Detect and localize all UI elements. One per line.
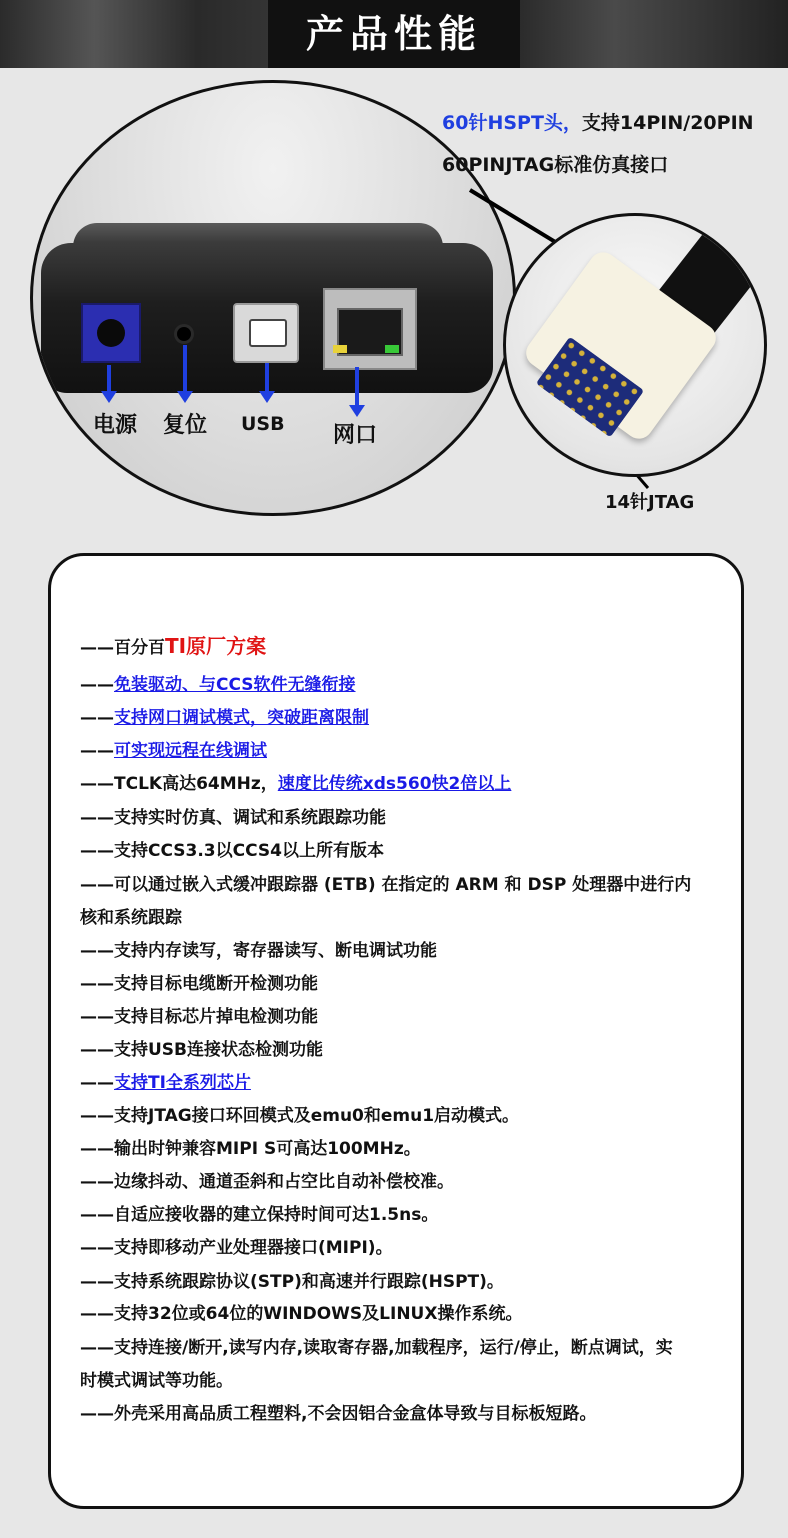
reset-label: 复位 <box>163 413 208 438</box>
feature-item <box>80 1002 318 1027</box>
feature-text: ——可以通过嵌入式缓冲跟踪器 (ETB) 在指定的 ARM 和 DSP 处理器中进行内 <box>80 875 692 895</box>
feature-item <box>80 903 182 928</box>
feature-link[interactable]: 支持TI全系列芯片 <box>114 1073 251 1093</box>
feature-text: ——支持系统跟踪协议(STP)和高速并行跟踪(HSPT)。 <box>80 1272 504 1292</box>
feature-item <box>80 936 437 961</box>
feature-item <box>80 1267 504 1292</box>
feature-item <box>80 803 386 828</box>
led-yellow <box>333 345 347 353</box>
led-green <box>385 345 399 353</box>
feature-link[interactable]: 支持网口调试模式，突破距离限制 <box>114 708 369 728</box>
feature-text: ——支持即移动产业处理器接口(MIPI)。 <box>80 1238 393 1258</box>
feature-item <box>80 1101 519 1126</box>
jtag-label: 14针JTAG <box>605 492 695 513</box>
feature-text: —— <box>80 675 114 695</box>
feature-text: ——TCLK高达64MHz， <box>80 774 278 794</box>
feature-item <box>80 870 691 895</box>
feature-link[interactable]: 免装驱动、与CCS软件无缝衔接 <box>114 675 356 695</box>
feature-item <box>80 1366 233 1391</box>
feature-text: ——边缘抖动、通道歪斜和占空比自动补偿校准。 <box>80 1172 454 1192</box>
feature-item <box>80 1167 454 1192</box>
feature-text: 时模式调试等功能。 <box>80 1371 233 1391</box>
feature-item <box>80 836 384 861</box>
feature-item <box>80 969 318 994</box>
usb-label: USB <box>241 413 285 435</box>
feature-item <box>80 1233 393 1258</box>
feature-text: ——百分百 <box>80 638 165 658</box>
feature-text: ——支持JTAG接口环回模式及emu0和emu1启动模式。 <box>80 1106 520 1126</box>
callout-support: 支持14PIN/20PIN <box>581 112 754 134</box>
feature-text: ——支持CCS3.3以CCS4以上所有版本 <box>80 841 384 861</box>
feature-text: ——支持32位或64位的WINDOWS及LINUX操作系统。 <box>80 1304 523 1324</box>
feature-text: ——支持连接/断开,读写内存,读取寄存器,加载程序，运行/停止，断点调试，实 <box>80 1338 673 1358</box>
feature-text: —— <box>80 741 114 761</box>
feature-text: —— <box>80 1073 114 1093</box>
feature-item <box>80 1035 323 1060</box>
ethernet-label: 网口 <box>333 423 378 448</box>
feature-highlight: TI原厂方案 <box>165 634 267 658</box>
feature-item <box>80 1068 251 1093</box>
feature-text: ——自适应接收器的建立保持时间可达1.5ns。 <box>80 1205 439 1225</box>
feature-text: ——输出时钟兼容MIPI S可高达100MHz。 <box>80 1139 421 1159</box>
feature-item <box>80 769 511 794</box>
power-label: 电源 <box>93 413 138 438</box>
feature-item <box>80 1134 421 1159</box>
feature-text: ——支持内存读写，寄存器读写、断电调试功能 <box>80 941 437 961</box>
callout-hspt: 60针HSPT头， <box>442 112 582 134</box>
feature-item <box>80 1399 596 1424</box>
feature-item <box>80 703 369 728</box>
feature-text: ——外壳采用高品质工程塑料,不会因铝合金盒体导致与目标板短路。 <box>80 1404 597 1424</box>
feature-text: ——支持目标芯片掉电检测功能 <box>80 1007 318 1027</box>
feature-item <box>80 630 266 659</box>
feature-text: —— <box>80 708 114 728</box>
feature-item <box>80 670 356 695</box>
jtag-photo <box>503 213 767 477</box>
feature-item <box>80 1299 522 1324</box>
feature-item <box>80 1333 673 1358</box>
feature-item <box>80 1200 438 1225</box>
feature-link[interactable]: 可实现远程在线调试 <box>114 741 267 761</box>
page-title-text: 产品性能 <box>268 0 520 68</box>
feature-text: 核和系统跟踪 <box>80 908 182 928</box>
feature-text: ——支持目标电缆断开检测功能 <box>80 974 318 994</box>
feature-link[interactable]: 速度比传统xds560快2倍以上 <box>277 774 512 794</box>
callout-line-2: 60PINJTAG标准仿真接口 <box>442 154 669 176</box>
feature-text: ——支持实时仿真、调试和系统跟踪功能 <box>80 808 386 828</box>
feature-item <box>80 736 267 761</box>
feature-text: ——支持USB连接状态检测功能 <box>80 1040 324 1060</box>
